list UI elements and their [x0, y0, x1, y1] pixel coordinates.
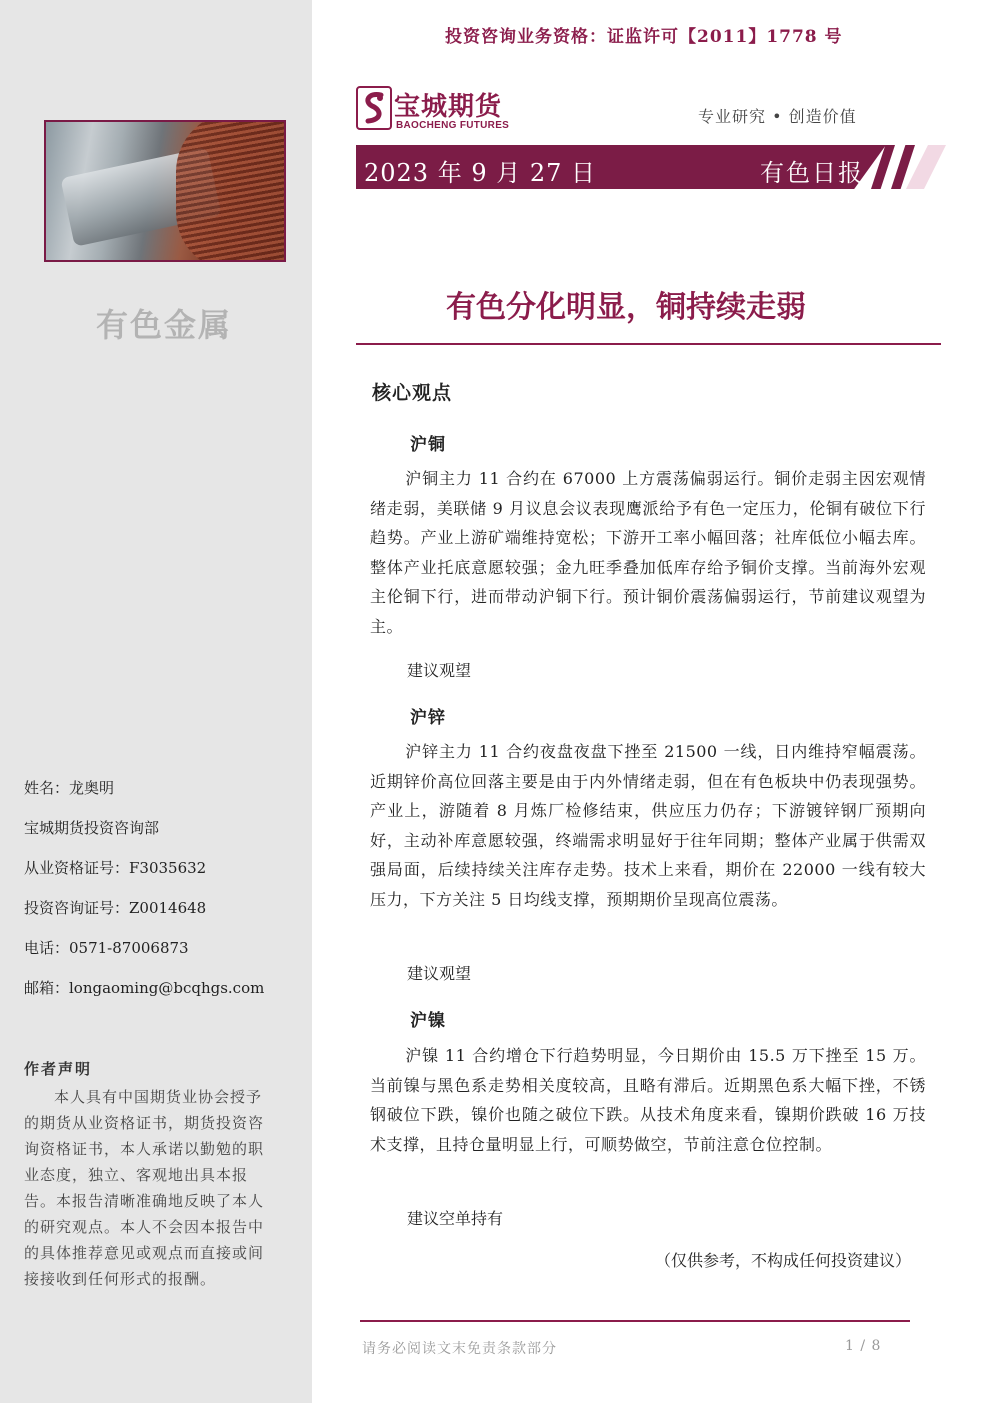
footer-divider	[360, 1320, 910, 1322]
author-dept: 宝城期货投资咨询部	[24, 819, 160, 837]
sidebar	[0, 0, 312, 1403]
footer-note: 请务必阅读文末免责条款部分	[362, 1341, 557, 1357]
section-title-nickel: 沪镍	[410, 1011, 446, 1031]
author-info	[24, 778, 264, 1018]
headline: 有色分化明显，铜持续走弱	[446, 290, 806, 325]
slogan: 专业研究 • 创造价值	[698, 107, 857, 126]
statement-title: 作者声明	[24, 1060, 93, 1078]
section-title-copper: 沪铜	[410, 435, 446, 455]
author-name: 姓名：龙奥明	[24, 779, 115, 797]
logo-mark-icon	[356, 86, 392, 130]
section-body-zinc: 沪锌主力 11 合约夜盘夜盘下挫至 21500 一线，日内维持窄幅震荡。近期锌价高位回落主要是由于内外情绪走弱，但在有色板块中仍表现强势。产业上，游随着 8 月炼厂检修结束，供应压力仍存；下游镀锌钢厂预期向好，主动补库意愿较强，终端需求明显好于往年同期；整体产业属于供需双强局面，后续持续关注库存走势。技术上来看，期价在 22000 一线有较大压力，下方关注 5 日均线支撑，预期期价呈现高位震荡。	[370, 742, 926, 909]
divider	[356, 343, 941, 345]
logo-en: BAOCHENG FUTURES	[396, 120, 510, 131]
license-text: 投资咨询业务资格：证监许可【2011】1778 号	[445, 27, 843, 47]
date-banner	[356, 145, 941, 189]
section-body-copper: 沪铜主力 11 合约在 67000 上方震荡偏弱运行。铜价走弱主因宏观情绪走弱，美联储 9 月议息会议表现鹰派给予有色一定压力，伦铜有破位下行趋势。产业上游矿端维持宽松；下游开工率小幅回落；社库低位小幅去库。整体产业托底意愿较强；金九旺季叠加低库存给予铜价支撑。当前海外宏观主伦铜下行，进而带动沪铜下行。预计铜价震荡偏弱运行，节前建议观望为主。	[370, 469, 926, 636]
statement-body: 本人具有中国期货业协会授予的期货从业资格证书，期货投资咨询资格证书，本人承诺以勤勉的职业态度，独立、客观地出具本报告。本报告清晰准确地反映了本人的研究观点。本人不会因本报告中的具体推荐意见或观点而直接或间接接收到任何形式的报酬。	[24, 1088, 265, 1288]
cover-photo	[44, 120, 286, 262]
section-title-zinc: 沪锌	[410, 708, 446, 728]
report-type: 有色日报	[760, 159, 864, 187]
page-number: 1 / 8	[845, 1338, 882, 1354]
disclaimer: （仅供参考，不构成任何投资建议）	[655, 1251, 912, 1270]
advice-zinc: 建议观望	[407, 964, 472, 983]
author-cert-advisory: 投资咨询证号：Z0014648	[24, 899, 207, 917]
advice-nickel: 建议空单持有	[407, 1209, 504, 1228]
copper-coil-image	[176, 120, 286, 262]
section-body-nickel: 沪镍 11 合约增仓下行趋势明显，今日期价由 15.5 万下挫至 15 万。当前镍与黑色系走势相关度较高，且略有滞后。近期黑色系大幅下挫，不锈钢破位下跌，镍价也随之破位下跌。从技术角度来看，镍期价跌破 16 万技术支撑，且持仓量明显上行，可顺势做空，节前注意仓位控制。	[370, 1046, 926, 1154]
advice-copper: 建议观望	[407, 661, 472, 680]
author-phone: 电话：0571-87006873	[24, 939, 189, 957]
author-cert-practice: 从业资格证号：F3035632	[24, 859, 207, 877]
sector-title: 有色金属	[96, 306, 233, 344]
core-title: 核心观点	[372, 382, 453, 404]
logo-cn: 宝城期货	[394, 92, 503, 122]
author-email: 邮箱：longaoming@bcqhgs.com	[24, 979, 265, 997]
report-date: 2023 年 9 月 27 日	[364, 159, 597, 187]
company-logo	[356, 86, 536, 132]
